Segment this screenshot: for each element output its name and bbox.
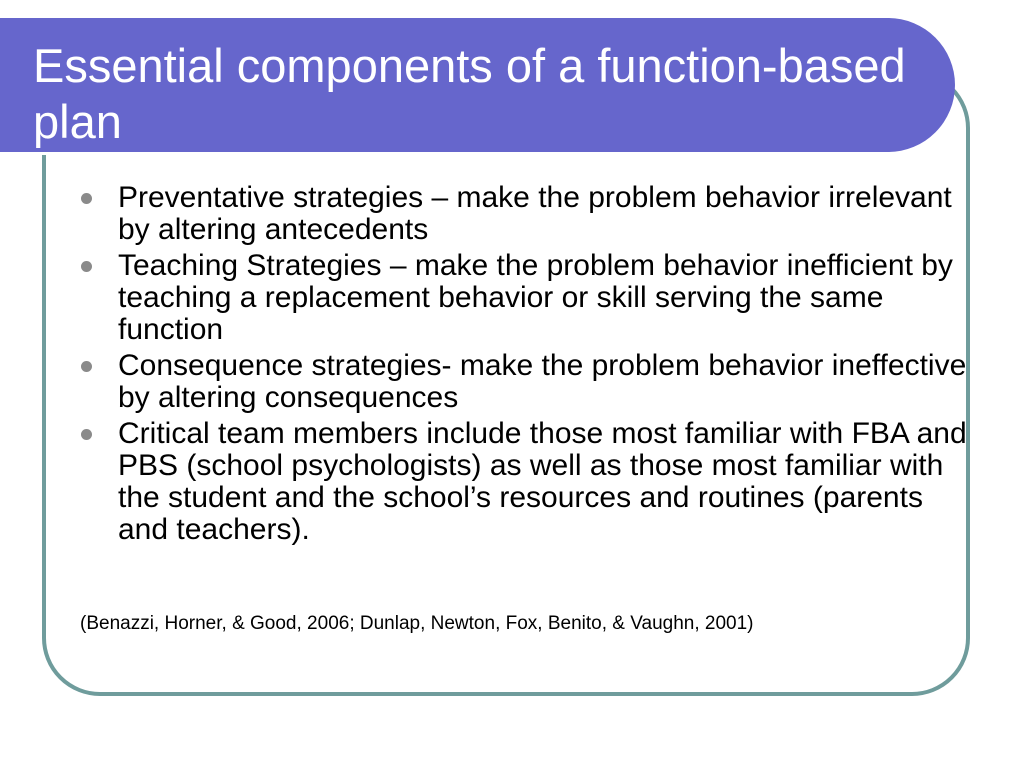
bullet-item-preventative [118, 182, 968, 246]
bullet-text: Critical team members include those most familiar with FBA and PBS (school psychologists) as well as those most familiar with the student and the school’s resources and routines (parents and teachers). [118, 417, 967, 546]
bullet-dot-icon [81, 361, 92, 372]
title-bar [0, 18, 955, 152]
bullet-text: Consequence strategies- make the problem behavior ineffective by altering consequences [118, 349, 967, 414]
bullet-item-consequence [118, 350, 968, 414]
bullet-item-teaching [118, 250, 968, 346]
bullet-text: Teaching Strategies – make the problem behavior inefficient by teaching a replacement behavior or skill serving the same function [118, 249, 953, 346]
bullet-dot-icon [81, 193, 92, 204]
bullet-text: Preventative strategies – make the problem behavior irrelevant by altering antecedents [118, 181, 952, 246]
bullet-dot-icon [81, 429, 92, 440]
citation: (Benazzi, Horner, & Good, 2006; Dunlap, Newton, Fox, Benito, & Vaughn, 2001) [80, 613, 754, 634]
title-underline [0, 152, 903, 155]
bullet-list [118, 182, 968, 550]
slide-title: Essential components of a function-based plan [33, 39, 906, 148]
bullet-dot-icon [81, 261, 92, 272]
bullet-item-team-members [118, 418, 968, 546]
